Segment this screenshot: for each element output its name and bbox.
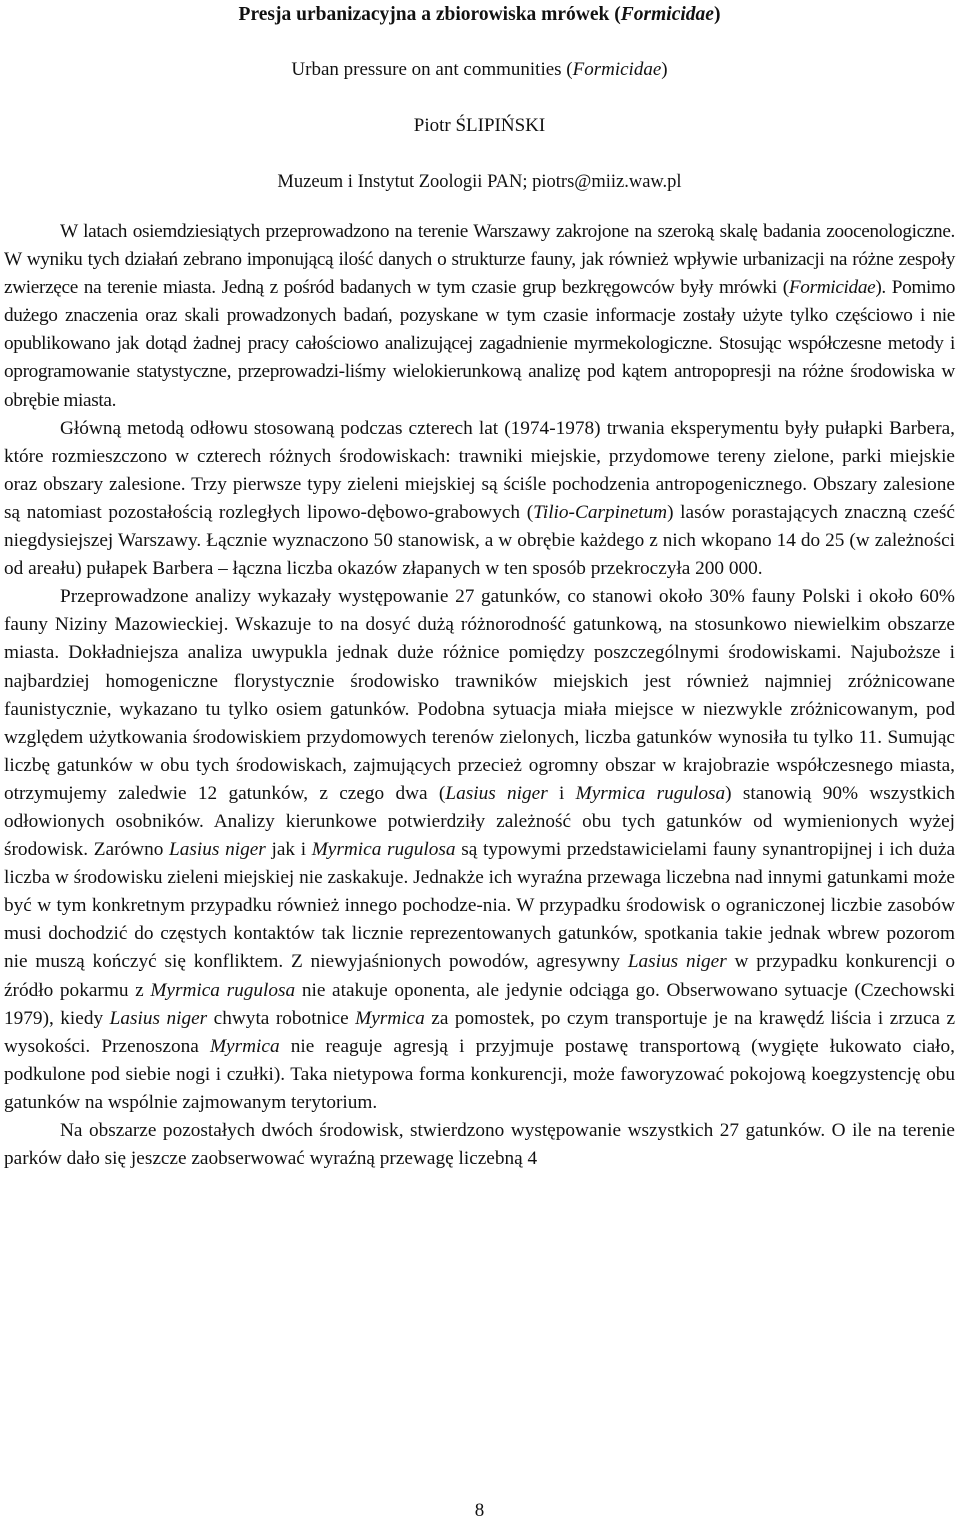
- paragraph-4: Na obszarze pozostałych dwóch środowisk, stwierdzono występowanie wszystkich 27 gatunków. O ile na terenie parków dało się jeszcze zaobserwować wyraźną przewagę liczebną 4: [4, 1120, 955, 1170]
- document-page: [4, 0, 955, 1524]
- title-text: Presja urbanizacyjna a zbiorowiska mrówek (: [238, 4, 621, 25]
- paper-subtitle: [4, 58, 955, 82]
- taxon-name: Lasius niger: [627, 951, 727, 973]
- taxon-name: Lasius niger: [445, 782, 548, 804]
- author-affiliation: Muzeum i Instytut Zoologii PAN; piotrs@miiz.waw.pl: [277, 172, 682, 192]
- taxon-name: Myrmica rugulosa: [150, 979, 296, 1001]
- subtitle-text-end: ): [661, 59, 668, 80]
- taxon-name: Formicidae: [788, 277, 876, 299]
- paragraph-2: Główną metodą odłowu stosowaną podczas czterech lat (1974-1978) trwania eksperymentu były pułapki Barbera, które rozmieszczono w czterech różnych środowiskach: trawniki miejskie, przydomowe tereny zielone, parki miejskie oraz obszary zalesione. Trzy pierwsze typy zieleni miejskiej są ściśle pochodzenia antropogenicznego. Obszary zalesione są natomiast pozostałością rozległych lipowo-dębowo-grabowych (Tilio-Carpinetum) lasów porastających znaczną cześć niegdysiejszej Warszawy. Łącznie wyznaczono 50 stanowisk, a w obrębie każdego z nich wkopano 14 do 25 (w zależności od areału) pułapek Barbera – łączna liczba okazów złapanych w ten sposób przekroczyła 200 000.: [4, 417, 955, 580]
- title-taxon: Formicidae: [620, 4, 714, 25]
- taxon-name: Myrmica: [210, 1035, 280, 1057]
- taxon-name: Myrmica rugulosa: [575, 782, 726, 804]
- body-text: [4, 218, 955, 1173]
- subtitle-taxon: Formicidae: [572, 59, 662, 80]
- title-text-end: ): [713, 4, 721, 25]
- taxon-name: Myrmica rugulosa: [311, 839, 456, 861]
- paragraph-3: Przeprowadzone analizy wykazały występowanie 27 gatunków, co stanowi około 30% fauny Polski i około 60% fauny Niziny Mazowieckiej. Wskazuje to na dosyć dużą różnorodność gatunkową, na stosunkowo niewielkim obszarze miasta. Dokładniejsza analiza uwypukla jednak duże różnice pomiędzy poszczególnymi środowiskami. Najuboższe i najbardziej homogeniczne florystycznie środowisko trawników miejskich jest również najmniej zróżnicowane faunistycznie, wykazano tu tylko osiem gatunków. Podobna sytuacja miała miejsce w niezwykle zróżnicowanym, pod względem użytkowania środowiskiem przydomowych terenów zielonych, liczba gatunków wynosiła tu tylko 11. Sumując liczbę gatunków w obu tych środowiskach, zajmujących przecież ogromny obszar w krajobrazie współczesnego miasta, otrzymujemy zaledwie 12 gatunków, z czego dwa (Lasius niger i Myrmica rugulosa) stanowią 90% wszystkich odłowionych osobników. Analizy kierunkowe potwierdziły zależność obu tych gatunków od wymienionych wyżej środowisk. Zarówno Lasius niger jak i Myrmica rugulosa są typowymi przedstawicielami fauny synantropijnej i ich duża liczba w środowisku zieleni miejskiej nie zaskakuje. Jednakże ich wyraźna przewaga liczebna nad innymi gatunkami może być w tym konkretnym przypadku również innego pochodze-nia. W przypadku środowisk o ograniczonej liczbie zasobów musi dochodzić do częstych kontaktów tak licznie reprezentowanych gatunków, spotkania takie jednak wbrew pozorom nie muszą kończyć się konfliktem. Z niewyjaśnionych powodów, agresywny Lasius niger w przypadku konkurencji o źródło pokarmu z Myrmica rugulosa nie atakuje oponenta, ale jedynie odciąga go. Obserwowano sytuacje (Czechowski 1979), kiedy Lasius niger chwyta robotnice Myrmica za pomostek, po czym transportuje je na krawędź liścia i zrzuca z wysokości. Przenoszona Myrmica nie reaguje agresją i przyjmuje postawę transportową (wygięte łukowato ciało, podkulone pod siebie nogi i czułki). Taka nietypowa forma konkurencji, może faworyzować pokojową koegzystencję obu gatunków na wspólnie zajmowanym terytorium.: [4, 586, 956, 1113]
- taxon-name: Myrmica: [355, 1007, 425, 1029]
- taxon-name: Lasius niger: [109, 1007, 208, 1029]
- paper-title: [4, 3, 955, 27]
- taxon-name: Lasius niger: [169, 839, 266, 861]
- subtitle-text: Urban pressure on ant communities (: [291, 59, 573, 80]
- page-number: 8: [474, 1500, 485, 1521]
- taxon-name: Tilio-Carpinetum: [533, 501, 668, 523]
- author-name: Piotr ŚLIPIŃSKI: [413, 115, 546, 136]
- paragraph-1: W latach osiemdziesiątych przeprowadzono na terenie Warszawy zakrojone na szeroką skalę badania zoocenologiczne. W wyniku tych działań zebrano imponującą ilość danych o strukturze fauny, jak również wpływie urbanizacji na różne zespoły zwierzęce na terenie miasta. Jedną z pośród badanych w tym czasie grup bezkręgowców były mrówki (Formicidae). Pomimo dużego znaczenia oraz skali prowadzonych badań, pozyskane w tym czasie informacje zostały użyte tylko częściowo i nie opublikowano jak dotąd żadnej pracy całościowo analizującej zagadnienie myrmekologiczne. Stosując współczesne metody i oprogramowanie statystyczne, przeprowadzi-liśmy wielokierunkową analizę pod kątem antropopresji na różne środowiska w obrębie miasta.: [4, 221, 956, 411]
